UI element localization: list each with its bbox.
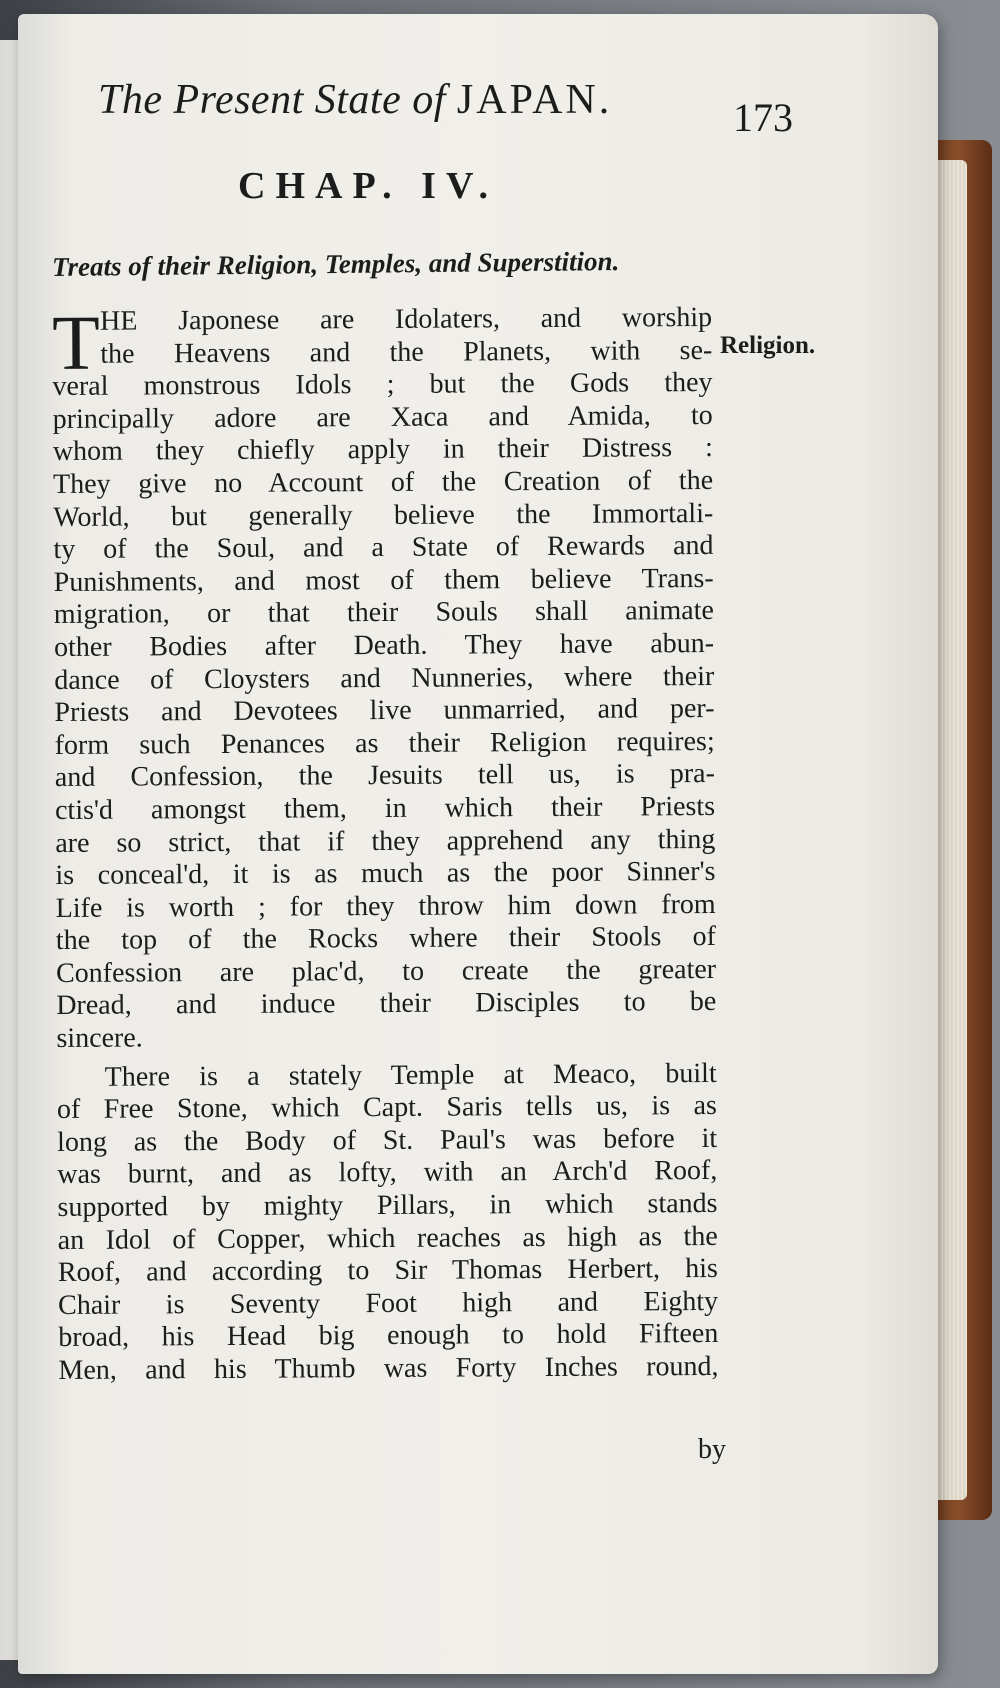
paragraph-2 — [57, 1058, 719, 1388]
text-line: and Confession, the Jesuits tell us, is pra- — [54, 758, 715, 794]
text-line: sincere. — [56, 1022, 143, 1055]
text-line: the top of the Rocks where their Stools of — [55, 921, 716, 957]
text-line: principally adore are Xaca and Amida, to — [52, 399, 713, 435]
drop-cap: T — [51, 298, 101, 386]
text-line: are so strict, that if they apprehend any thing — [55, 823, 716, 859]
text-line: an Idol of Copper, which reaches as high as the — [57, 1220, 718, 1256]
text-line: World, but generally believe the Immortali- — [53, 497, 714, 533]
body-text — [51, 298, 719, 1388]
text-line: Roof, and according to Sir Thomas Herbert, his — [57, 1253, 718, 1289]
text-line: Punishments, and most of them believe Trans- — [53, 562, 714, 598]
text-line: dance of Cloysters and Nunneries, where their — [54, 660, 715, 696]
text-line: Dread, and induce their Disciples to be — [56, 986, 717, 1022]
text-line: migration, or that their Souls shall animate — [53, 595, 714, 631]
text-line: supported by mighty Pillars, in which stands — [57, 1187, 718, 1224]
running-head-country: JAPAN. — [456, 77, 613, 123]
chapter-subtitle: Treats of their Religion, Temples, and Superstition. — [51, 246, 620, 282]
text-line: They give no Account of the Creation of the — [52, 464, 714, 500]
text-line: the Heavens and the Planets, with se- — [100, 334, 713, 370]
text-line: is conceal'd, it is as much as the poor Sinner's — [55, 856, 716, 892]
text-line: veral monstrous Idols ; but the Gods they — [52, 367, 713, 403]
text-line: Men, and his Thumb was Forty Inches round, — [58, 1350, 719, 1386]
page-number: 173 — [733, 95, 793, 140]
text-line: long as the Body of St. Paul's was before it — [57, 1122, 718, 1158]
margin-note: Religion. — [720, 332, 816, 359]
text-line: Confession are plac'd, to create the greater — [55, 953, 717, 989]
chapter-heading: CHAP. IV. — [238, 165, 498, 207]
text-line: Life is worth ; for they throw him down from — [55, 888, 716, 924]
text-line: form such Penances as their Religion requires; — [54, 725, 715, 761]
text-line: ty of the Soul, and a State of Rewards and — [53, 530, 714, 566]
paragraph-1 — [51, 298, 717, 1056]
text-line: broad, his Head big enough to hold Fifteen — [58, 1318, 719, 1354]
book-page — [18, 14, 938, 1674]
text-line: Chair is Seventy Foot high and Eighty — [58, 1285, 719, 1321]
text-line: other Bodies after Death. They have abun- — [53, 627, 715, 663]
catchword: by — [698, 1434, 726, 1465]
text-line: HE Japonese are Idolaters, and worship — [99, 301, 713, 337]
running-head-title: The Present State of — [98, 77, 457, 123]
text-line: of Free Stone, which Capt. Saris tells us, is as — [56, 1090, 717, 1126]
text-line: There is a stately Temple at Meaco, built — [104, 1057, 717, 1093]
text-line: ctis'd amongst them, in which their Priests — [54, 790, 716, 826]
text-line: whom they chiefly apply in their Distress : — [52, 432, 713, 468]
text-line: was burnt, and as lofty, with an Arch'd Roof, — [57, 1155, 718, 1191]
text-line: Priests and Devotees live unmarried, and per- — [54, 693, 715, 729]
running-head — [98, 76, 612, 124]
